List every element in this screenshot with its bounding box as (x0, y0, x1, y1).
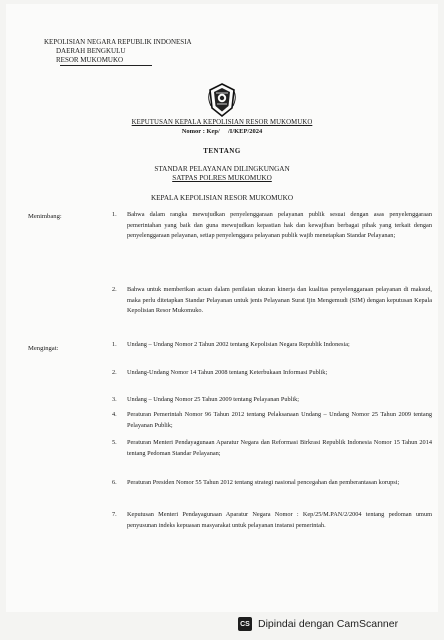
item-number: 2. (112, 369, 117, 376)
header-line-1: KEPOLISIAN NEGARA REPUBLIK INDONESIA (44, 38, 192, 46)
item-number: 1. (112, 211, 117, 218)
police-emblem-icon (207, 82, 237, 118)
list-item (112, 285, 432, 341)
subject-line-2: SATPAS POLRES MUKOMUKO (172, 174, 272, 182)
camscanner-logo-icon: CS (238, 617, 252, 631)
item-number: 4. (112, 411, 117, 418)
list-item (112, 210, 432, 266)
item-number: 5. (112, 439, 117, 446)
menimbang-label: Menimbang: (28, 213, 62, 220)
institution-header (44, 38, 192, 65)
item-text: Undang-Undang Nomor 14 Tahun 2008 tentang Keterbukaan Informasi Publik; (127, 369, 328, 376)
header-line-2: DAERAH BENGKULU (56, 47, 126, 55)
about-label: TENTANG (203, 147, 241, 155)
header-underline (60, 65, 152, 66)
item-number: 7. (112, 511, 117, 518)
decree-number: Nomor : Kep/ /I/KEP/2024 (181, 128, 263, 135)
item-text: Peraturan Presiden Nomor 55 Tahun 2012 tentang strategi nasional pencegahan dan pemberantasan korupsi; (127, 479, 400, 486)
camscanner-watermark (238, 614, 438, 634)
item-text: Peraturan Menteri Pendayagunaan Aparatur Negara dan Reformasi Birkrasi Republik Indonesia Nomor 15 Tahun 2014 tentang Pedoman Standar Pelayanan; (127, 439, 432, 457)
item-text: Peraturan Pemerintah Nomor 96 Tahun 2012 tentang Pelaksanaan Undang – Undang Nomor 25 Tahun 2009 tentang Pelayanan Publik; (127, 411, 432, 429)
item-text: Bahwa untuk memberikan acuan dalam penilaian ukuran kinerja dan kualitas penyelenggaraan pelayanan di maksud, maka perlu ditetapkan Standar Pelayanan untuk jenis Pelayanan Surat Ijin Mengemudi (SIM) dengan keputusan Kepala Kepolisian Resor Mukomuko. (127, 286, 432, 314)
issuing-authority: KEPALA KEPOLISIAN RESOR MUKOMUKO (150, 194, 294, 202)
mengingat-label: Mengingat: (28, 345, 59, 352)
item-text: Undang – Undang Nomor 25 Tahun 2009 tentang Pelayanan Publik; (127, 396, 300, 403)
item-text: Bahwa dalam rangka mewujudkan penyelenggaraan pelayanan publik sesuai dengan asas penyelenggaraan pemerintahan yang baik dan guna mewujudkan kepastian hak dan kewajiban berbagai pihak yang terkait dengan penyelenggaraan pelayanan, setiap penyelenggara pelayanan publik wajib menetapkan Standar Pelayanan; (127, 211, 432, 239)
item-number: 1. (112, 341, 117, 348)
document-page (6, 4, 438, 612)
header-line-3: RESOR MUKOMUKO (56, 56, 124, 64)
item-text: Keputusan Menteri Pendayagunaan Aparatur Negara Nomor : Kep/25/M.PAN/2/2004 tentang pedoman umum penyusunan indeks kepuasan masyarakat untuk pelayanan instansi pemerintah. (127, 511, 432, 529)
item-number: 3. (112, 396, 117, 403)
subject-line-1: STANDAR PELAYANAN DILINGKUNGAN (154, 165, 290, 173)
item-number: 2. (112, 286, 117, 293)
item-number: 6. (112, 479, 117, 486)
item-text: Undang – Undang Nomor 2 Tahun 2002 tentang Kepolisian Negara Republik Indonesia; (127, 341, 350, 348)
camscanner-text: Dipindai dengan CamScanner (258, 618, 399, 630)
decree-title: KEPUTUSAN KEPALA KEPOLISIAN RESOR MUKOMUKO (131, 119, 313, 126)
